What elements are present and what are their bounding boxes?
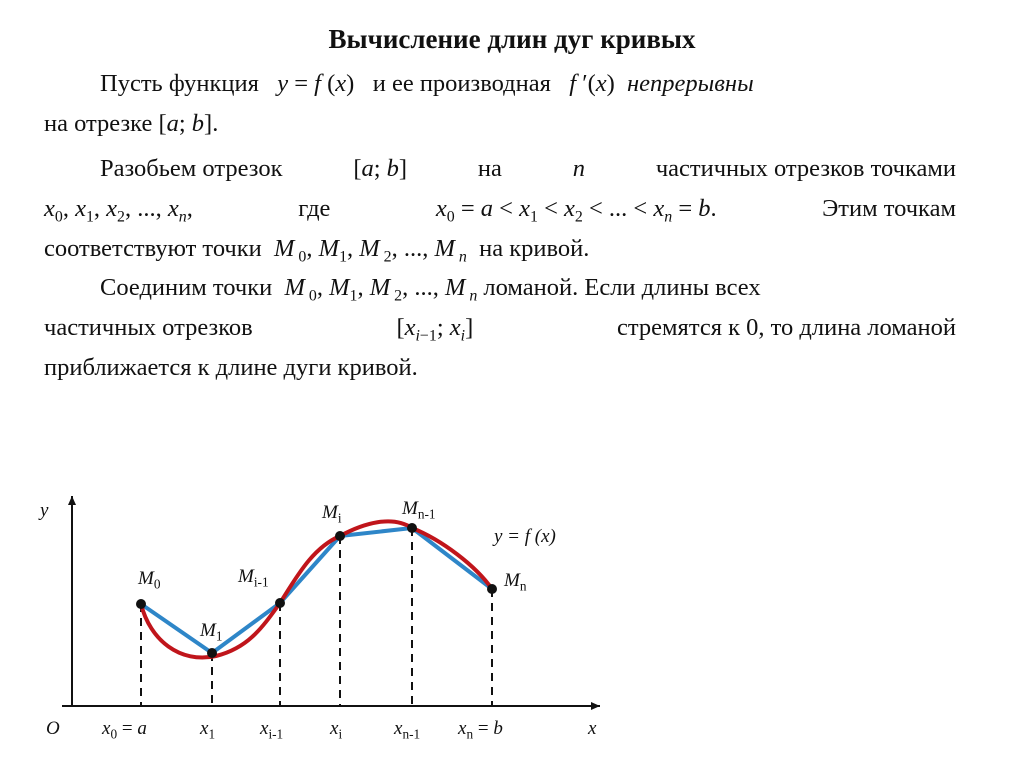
text-span: на отрезке <box>44 110 153 137</box>
curve-label: y = f (x) <box>494 526 556 547</box>
x-tick-label: $x_{n-1}$ <box>394 718 421 742</box>
text-span: Соединим точки <box>100 274 273 301</box>
text-span: Этим точкам <box>822 195 956 222</box>
text-span: на <box>477 155 502 182</box>
paragraph-line <box>44 149 956 189</box>
x-axis-label: x <box>588 718 597 739</box>
drop-lines <box>141 528 492 706</box>
text-span-italic: непрерывны <box>627 70 754 97</box>
curve-point-dot <box>407 523 417 533</box>
formula-subinterval: [$x_{i-1}$; $x_i$] <box>396 314 474 345</box>
curve-points <box>136 523 497 658</box>
formula-curve-points: M $_0$, $M_1$, M $_2$, ..., M $_n$ <box>274 235 467 266</box>
curve-point-dot <box>275 598 285 608</box>
formula-interval: [a; b] <box>353 155 408 182</box>
curve-point-dot <box>207 648 217 658</box>
text-span: где <box>298 195 331 222</box>
paragraph-line <box>44 104 956 144</box>
curve <box>141 521 492 657</box>
x-tick-label: $x_n = b$ <box>458 718 503 742</box>
formula-ordering: $x_0 = a < x_1 < x_2$ < ... < $x_n = b$. <box>435 195 717 226</box>
text-span: и ее производная <box>372 70 551 97</box>
x-tick-label: $x_{i-1}$ <box>260 718 284 742</box>
point-label: $M_{n-1}$ <box>402 498 436 522</box>
point-label: $M_0$ <box>138 568 161 592</box>
paragraph-line <box>44 64 956 104</box>
paragraph-continuity <box>44 64 956 144</box>
paragraph-line <box>44 308 956 348</box>
y-axis-label: y <box>40 500 49 521</box>
paragraph-line <box>44 268 956 308</box>
paragraph-line <box>44 348 956 388</box>
formula-derivative: f ′(x) <box>569 70 615 97</box>
text-span: частичных отрезков <box>44 314 253 341</box>
text-span: частичных отрезков точками <box>655 155 956 182</box>
curve-point-dot <box>487 584 497 594</box>
text-span: ломаной. Если длины всех <box>483 274 761 301</box>
text-span: Пусть функция <box>100 70 259 97</box>
point-label: $M_n$ <box>504 570 527 594</box>
paragraph-partition <box>44 149 956 269</box>
point-label: $M_1$ <box>200 620 223 644</box>
point-label: $M_i$ <box>322 502 342 526</box>
formula-function: y = f (x) <box>277 70 355 97</box>
slide-title: Вычисление длин дуг кривых <box>328 24 696 54</box>
paragraph-polyline <box>44 268 956 388</box>
origin-label: O <box>46 718 60 739</box>
polyline <box>141 528 492 653</box>
formula-n: n <box>572 155 585 182</box>
paragraph-line <box>44 229 956 269</box>
curve-point-dot <box>335 531 345 541</box>
text-span: Разобьем отрезок <box>100 155 283 182</box>
paragraph-line <box>44 189 956 229</box>
text-span: на кривой. <box>479 235 590 262</box>
x-tick-label: $x_1$ <box>200 718 216 742</box>
formula-points: $x_0$, $x_1$, $x_2$, ..., $x_n$, <box>44 195 193 226</box>
x-tick-label: $x_i$ <box>330 718 343 742</box>
text-span: стремятся к 0, то длина ломаной <box>617 314 956 341</box>
point-label: $M_{i-1}$ <box>238 566 269 590</box>
curve-point-dot <box>136 599 146 609</box>
x-tick-label: $x_0 = a$ <box>102 718 147 742</box>
formula-interval: [a; b]. <box>158 110 219 137</box>
text-span: соответствуют точки <box>44 235 262 262</box>
formula-curve-points: M $_0$, $M_1$, M $_2$, ..., M $_n$ <box>284 274 478 305</box>
text-span: приближается к длине дуги кривой. <box>44 354 418 381</box>
